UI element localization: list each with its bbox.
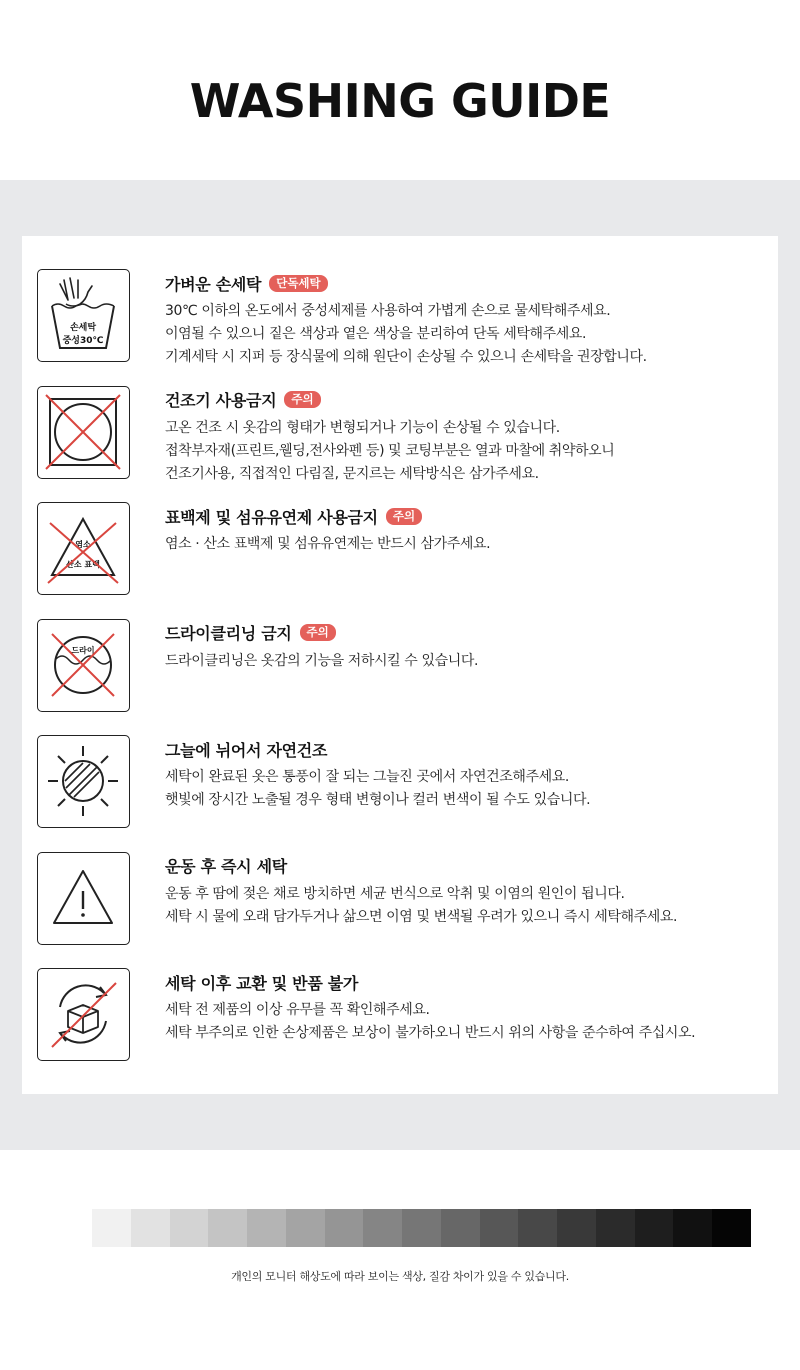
guide-item-shade-dry [37, 735, 778, 852]
item-line: 기계세탁 시 지퍼 등 장식물에 의해 원단이 손상될 수 있으니 손세탁을 권장합니다. [165, 349, 647, 365]
gradient-swatch [131, 1209, 170, 1247]
hand-wash-icon [37, 269, 130, 362]
guide-item-text [165, 619, 478, 736]
item-line: 건조기사용, 직접적인 다림질, 문지르는 세탁방식은 삼가주세요. [165, 465, 539, 482]
gradient-swatch [673, 1209, 712, 1247]
gradient-swatch [441, 1209, 480, 1247]
gradient-swatch [518, 1209, 557, 1247]
guide-item-text [165, 968, 695, 1085]
item-line: 이염될 수 있으니 짙은 색상과 옅은 색상을 분리하여 단독 세탁해주세요. [165, 326, 587, 342]
no-exchange-icon [37, 968, 130, 1061]
guide-item-text [165, 269, 647, 386]
item-line: 드라이클리닝은 옷감의 기능을 저하시킬 수 있습니다. [165, 652, 479, 669]
item-title: 운동 후 즉시 세탁 [165, 857, 287, 876]
gradient-swatch [247, 1209, 286, 1247]
item-title: 그늘에 뉘어서 자연건조 [165, 740, 328, 760]
guide-item-no-bleach [37, 502, 778, 619]
page-title: WASHING GUIDE [189, 74, 611, 128]
guide-band [0, 180, 800, 1150]
gradient-swatch [402, 1209, 441, 1247]
item-badge: 주의 [300, 624, 336, 641]
item-line: 햇빛에 장시간 노출될 경우 형태 변형이나 컬러 변색이 될 수도 있습니다. [165, 792, 591, 808]
warning-icon [37, 852, 130, 945]
guide-item-no-exchange [37, 968, 778, 1085]
guide-item-text [165, 735, 590, 852]
item-line: 세탁이 완료된 옷은 통풍이 잘 되는 그늘진 곳에서 자연건조해주세요. [165, 769, 569, 785]
guide-card [22, 236, 778, 1094]
shade-dry-icon [37, 735, 130, 828]
item-badge: 주의 [284, 391, 320, 408]
no-dry-clean-icon [37, 619, 130, 712]
gradient-swatch [712, 1209, 751, 1247]
item-line: 세탁 시 물에 오래 담가두거나 삶으면 이염 및 변색될 우려가 있으니 즉시 세탁해주세요. [165, 908, 677, 925]
item-title: 드라이클리닝 금지 [165, 624, 292, 643]
guide-item-text [165, 852, 677, 969]
footer [0, 1150, 800, 1370]
gradient-swatch [363, 1209, 402, 1247]
page-header [0, 0, 800, 180]
guide-item-text [165, 386, 614, 503]
gradient-swatch [596, 1209, 635, 1247]
item-title: 표백제 및 섬유유연제 사용금지 [165, 507, 378, 527]
item-line: 염소 · 산소 표백제 및 섬유유연제는 반드시 삼가주세요. [165, 536, 491, 552]
item-title: 건조기 사용금지 [165, 391, 277, 410]
guide-item-no-tumble-dry [37, 386, 778, 503]
gradient-swatch [286, 1209, 325, 1247]
gradient-swatch [92, 1209, 131, 1247]
color-gradient-bar [92, 1209, 751, 1247]
item-badge: 주의 [386, 508, 422, 525]
no-tumble-dry-icon [37, 386, 130, 479]
guide-item-wash-after-exercise [37, 852, 778, 969]
item-line: 운동 후 땀에 젖은 채로 방치하면 세균 번식으로 악취 및 이염의 원인이 됩니다. [165, 885, 625, 902]
item-line: 고온 건조 시 옷감의 형태가 변형되거나 기능이 손상될 수 있습니다. [165, 419, 560, 436]
item-title: 세탁 이후 교환 및 반품 불가 [165, 973, 359, 993]
item-line: 세탁 부주의로 인한 손상제품은 보상이 불가하오니 반드시 위의 사항을 준수하여 주십시오. [165, 1025, 696, 1041]
gradient-swatch [635, 1209, 674, 1247]
gradient-swatch [557, 1209, 596, 1247]
dry-clean-label: 드라이 [71, 645, 95, 655]
item-badge: 단독세탁 [269, 275, 327, 292]
footer-note: 개인의 모니터 해상도에 따라 보이는 색상, 질감 차이가 있을 수 있습니다. [231, 1270, 569, 1283]
gradient-swatch [325, 1209, 364, 1247]
gradient-swatch [208, 1209, 247, 1247]
item-line: 30℃ 이하의 온도에서 중성세제를 사용하여 가볍게 손으로 물세탁해주세요. [165, 303, 611, 319]
item-title: 가벼운 손세탁 [165, 274, 262, 294]
oxygen-bleach-label: 산소 표백 [66, 560, 100, 569]
hand-wash-label: 손세탁 [69, 323, 97, 333]
gradient-swatch [480, 1209, 519, 1247]
temperature-label: 중성30℃ [62, 336, 104, 346]
guide-item-no-dry-clean [37, 619, 778, 736]
guide-item-text [165, 502, 490, 619]
item-line: 접착부자재(프린트,웰딩,전사와펜 등) 및 코팅부분은 열과 마찰에 취약하오니 [165, 442, 615, 459]
item-line: 세탁 전 제품의 이상 유무를 꼭 확인해주세요. [165, 1002, 430, 1018]
gradient-swatch [170, 1209, 209, 1247]
guide-item-hand-wash [37, 269, 778, 386]
chlorine-label: 염소 [75, 540, 91, 549]
no-bleach-icon [37, 502, 130, 595]
